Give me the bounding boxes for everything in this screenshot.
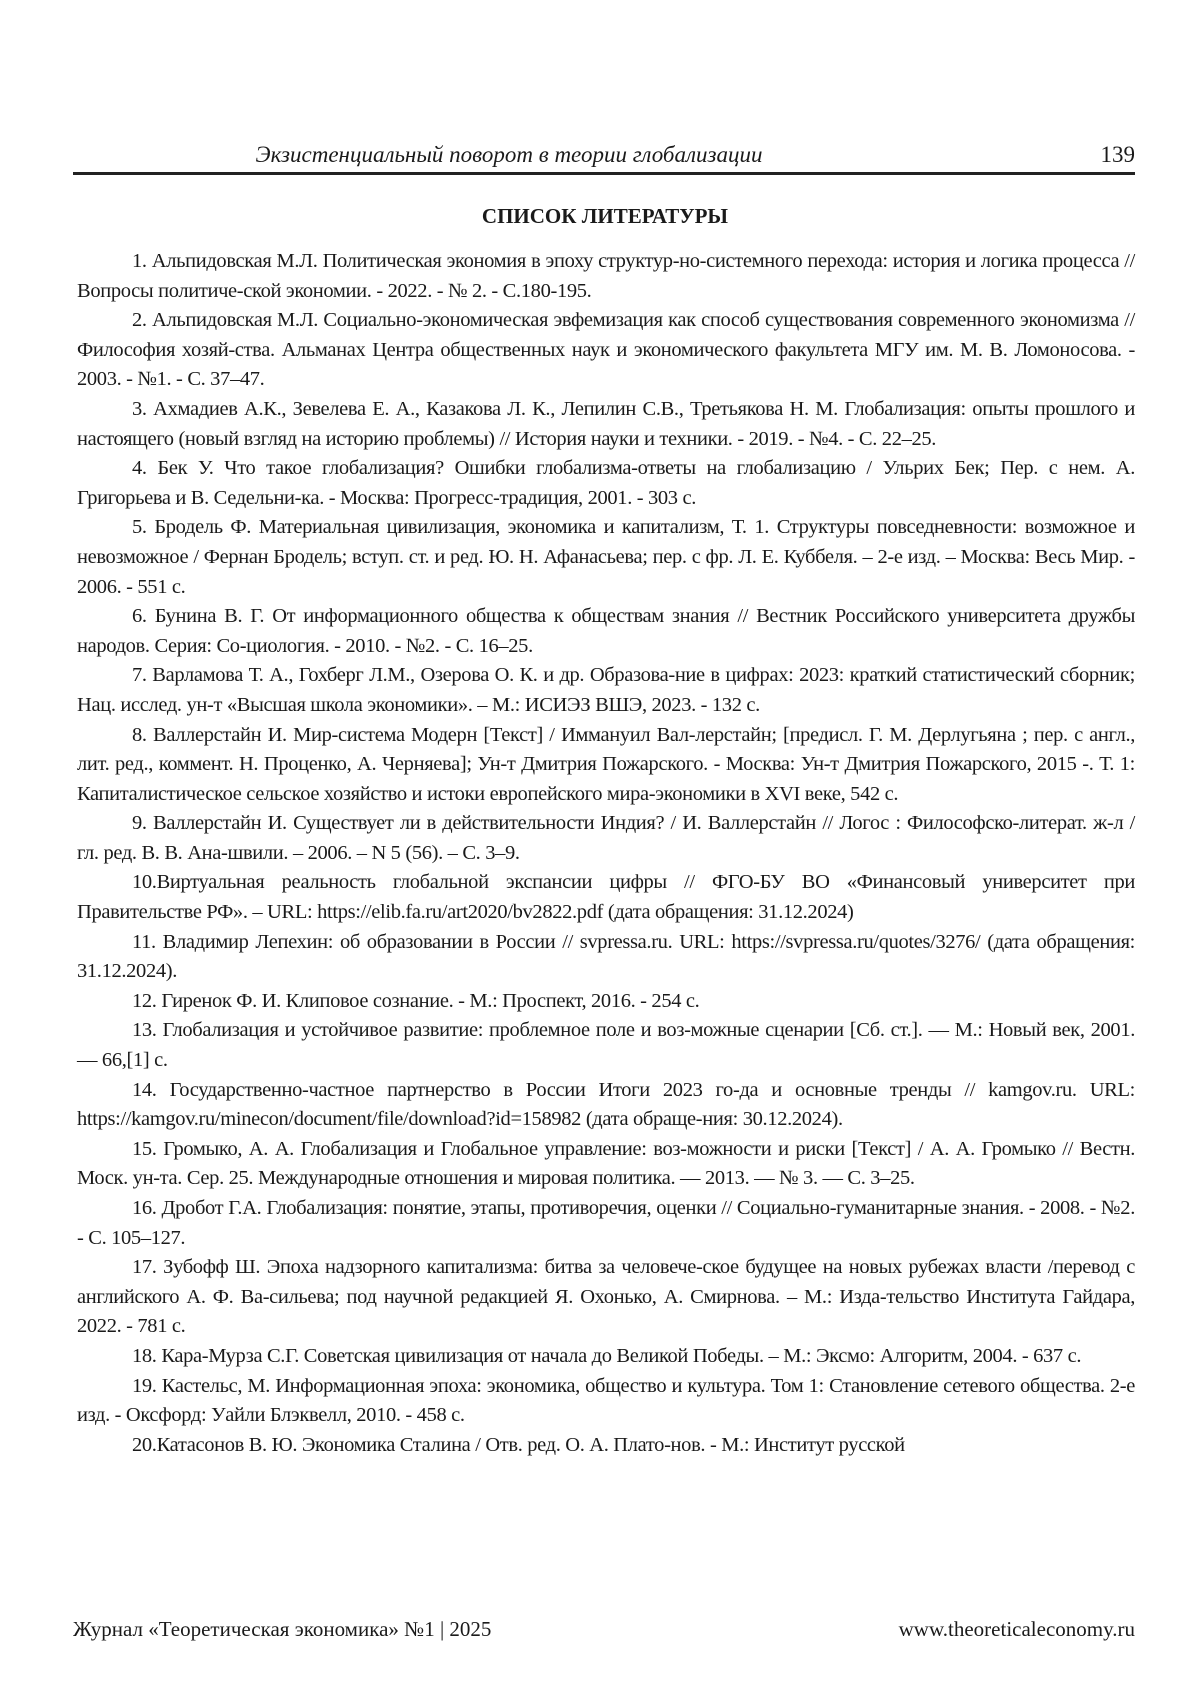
reference-item: 5. Бродель Ф. Материальная цивилизация, экономика и капитализм, Т. 1. Структуры повседневности: возможное и невозможное / Фернан Бродель; вступ. ст. и ред. Ю. Н. Афанасьева; пер. с фр. Л. Е. Куббеля. – 2-е изд. – Москва: Весь Мир. - 2006. - 551 с. [77, 516, 1135, 598]
reference-item: 9. Валлерстайн И. Существует ли в действительности Индия? / И. Валлерстайн // Логос : Философско-литерат. ж-л / гл. ред. В. В. Ана-швили. – 2006. – N 5 (56). – С. 3–9. [77, 812, 1135, 864]
reference-item: 20.Катасонов В. Ю. Экономика Сталина / Отв. ред. О. А. Плато-нов. - М.: Институт русской [132, 1433, 905, 1456]
reference-item: 18. Кара-Мурза С.Г. Советская цивилизация от начала до Великой Победы. – М.: Эксмо: Алгоритм, 2004. - 637 с. [132, 1344, 1082, 1367]
reference-item: 6. Бунина В. Г. От информационного общества к обществам знания // Вестник Российского университета дружбы народов. Серия: Со-циология. - 2010. - №2. - С. 16–25. [77, 605, 1135, 657]
reference-item: 11. Владимир Лепехин: об образовании в России // svpressa.ru. URL: https://svpressa.ru/quotes/3276/ (дата обращения: 31.12.2024). [77, 930, 1135, 983]
reference-item: 1. Альпидовская М.Л. Политическая экономия в эпоху структур-но-системного перехода: история и логика процесса // Вопросы политиче-ской экономии. - 2022. - № 2. - С.180-195. [77, 250, 1135, 302]
running-header [73, 140, 1135, 175]
reference-item: 4. Бек У. Что такое глобализация? Ошибки глобализма-ответы на глобализацию / Ульрих Бек; Пер. с нем. А. Григорьева и В. Седельни-ка. - Москва: Прогресс-традиция, 2001. - 303 с. [77, 457, 1135, 509]
reference-item: 3. Ахмадиев А.К., Зевелева Е. А., Казакова Л. К., Лепилин С.В., Третьякова Н. М. Глобализация: опыты прошлого и настоящего (новый взгляд на историю проблемы) // История науки и техники. - 2019. - №4. - С. 22–25. [77, 397, 1135, 450]
reference-item: 2. Альпидовская М.Л. Социально-экономическая эвфемизация как способ существования современного экономизма // Философия хозяй-ства. Альманах Центра общественных наук и экономического факультета МГУ им. М. В. Ломоносова. - 2003. - №1. - С. 37–47. [77, 309, 1135, 391]
reference-item: 12. Гиренок Ф. И. Клиповое сознание. - М.: Проспект, 2016. - 254 с. [132, 989, 700, 1012]
reference-item: 13. Глобализация и устойчивое развитие: проблемное поле и воз-можные сценарии [Сб. ст.]. — М.: Новый век, 2001. — 66,[1] с. [77, 1019, 1135, 1072]
journal-website[interactable]: www.theoreticaleconomy.ru [898, 1617, 1135, 1641]
page-footer [73, 1617, 1135, 1642]
reference-item: 15. Громыко, А. А. Глобализация и Глобальное управление: воз-можности и риски [Текст] / А. А. Громыко // Вестн. Моск. ун-та. Сер. 25. Международные отношения и мировая политика. — 2013. — № 3. — С. 3–25. [77, 1137, 1135, 1190]
reference-item: 10.Виртуальная реальность глобальной экспансии цифры // ФГО-БУ ВО «Финансовый университет при Правительстве РФ». – URL: https://elib.fa.ru/art2020/bv2822.pdf (дата обращения: 31.12.2024) [77, 871, 1135, 924]
reference-list [77, 247, 1135, 1460]
section-heading: СПИСОК ЛИТЕРАТУРЫ [481, 204, 729, 228]
reference-item: 8. Валлерстайн И. Мир-система Модерн [Текст] / Иммануил Вал-лерстайн; [предисл. Г. М. Дерлугьяна ; пер. с англ., лит. ред., коммент. Н. Проценко, А. Черняева]; Ун-т Дмитрия Пожарского. - Москва: Ун-т Дмитрия Пожарского, 2015 -. Т. 1: Капиталистическое сельское хозяйство и истоки европейского мира-экономики в XVI веке, 542 с. [77, 723, 1135, 805]
running-title: Экзистенциальный поворот в теории глобализации [255, 142, 763, 167]
reference-item: 16. Дробот Г.А. Глобализация: понятие, этапы, противоречия, оценки // Социально-гуманитарные знания. - 2008. - №2. - С. 105–127. [77, 1197, 1135, 1249]
reference-item: 19. Кастельс, М. Информационная эпоха: экономика, общество и культура. Том 1: Становление сетевого общества. 2-е изд. - Оксфорд: Уайли Блэквелл, 2010. - 458 с. [77, 1374, 1135, 1427]
reference-item: 14. Государственно-частное партнерство в России Итоги 2023 го-да и основные тренды // kamgov.ru. URL: https://kamgov.ru/minecon/document/file/download?id=158982 (дата обраще-ния: 30.12.2024). [77, 1078, 1135, 1131]
reference-item: 7. Варламова Т. А., Гохберг Л.М., Озерова О. К. и др. Образова-ние в цифрах: 2023: краткий статистический сборник; Нац. исслед. ун-т «Высшая школа экономики». – М.: ИСИЭЗ ВШЭ, 2023. - 132 с. [77, 664, 1135, 716]
reference-item: 17. Зубофф Ш. Эпоха надзорного капитализма: битва за человече-ское будущее на новых рубежах власти /перевод с английского А. Ф. Ва-сильева; под научной редакцией Я. Охонько, А. Смирнова. – М.: Изда-тельство Института Гайдара, 2022. - 781 с. [77, 1256, 1135, 1338]
page-number: 139 [1100, 142, 1135, 167]
journal-name: Журнал «Теоретическая экономика» №1 | 2025 [73, 1617, 492, 1641]
